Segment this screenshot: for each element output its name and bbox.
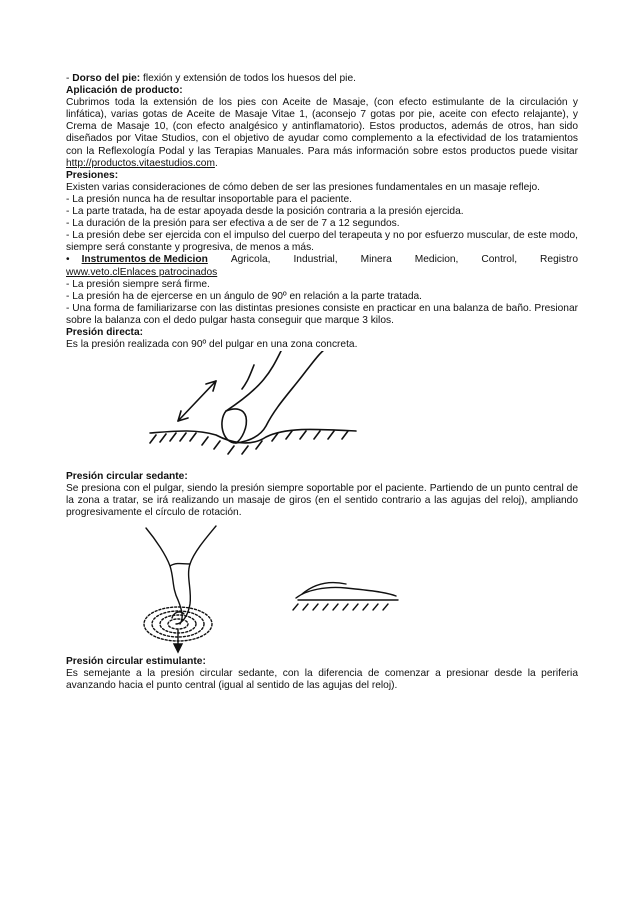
- ad-title-link[interactable]: Instrumentos de Medicion: [81, 254, 208, 266]
- estimulante-heading: Presión circular estimulante:: [66, 655, 206, 667]
- presiones-item: - La duración de la presión para ser efectiva a de ser de 7 a 12 segundos.: [66, 218, 400, 230]
- bullet-icon: •: [66, 254, 70, 266]
- presiones-item: - La presión nunca ha de resultar insoportable para el paciente.: [66, 193, 353, 205]
- ad-word: Agricola,: [230, 254, 271, 266]
- presiones2-item: - La presión ha de ejercerse en un ángulo de 90º en relación a la parte tratada.: [66, 290, 422, 302]
- ad-word: Minera: [360, 254, 392, 266]
- presiones2-item: - La presión siempre será firme.: [66, 278, 210, 290]
- aplicacion-text: Cubrimos toda la extensión de los pies con Aceite de Masaje, (con efecto estimulante de la circulación y linfática), varias gotas de Aceite de Masaje Vitae 1, (aconsejo 7 gotas por pie, aceite con efecto relajante), y Crema de Masaje 10, (con efecto analgésico y antinflamatorio). Estos productos, además de otros, han sido diseñados por Vitae Studios, con el objetivo de ayudar como complemento a la efectividad de los tratamientos con la Reflexología Podal y las Terapias Manuales. Para más información sobre estos productos puede visitar: [66, 97, 578, 157]
- ad-word: Control,: [481, 254, 518, 266]
- presiones-item: - La presión debe ser ejercida con el impulso del cuerpo del terapeuta y no por esfuerzo muscular, de este modo, siempre será constante y progresiva, de menos a más.: [66, 230, 578, 254]
- dorso-label: Dorso del pie:: [72, 73, 141, 84]
- dorso-text: flexión y extensión de todos los huesos del pie.: [140, 73, 356, 84]
- ad-line: [66, 254, 578, 266]
- sponsored-link[interactable]: Enlaces patrocinados: [119, 266, 218, 278]
- aplicacion-end: .: [214, 157, 218, 169]
- presiones2-item: - Una forma de familiarizarse con las distintas presiones consiste en practicar en una balanza de baño. Presionar sobre la balanza con el dedo pulgar hasta conseguir que marque 3 kilos.: [66, 302, 578, 326]
- document-page: [66, 73, 578, 692]
- aplicacion-heading: Aplicación de producto:: [66, 85, 183, 97]
- presiones-intro: Existen varias consideraciones de cómo deben de ser las presiones fundamentales en un masaje reflejo.: [66, 181, 540, 193]
- sedante-heading: Presión circular sedante:: [66, 471, 188, 483]
- presiones-heading: Presiones:: [66, 169, 119, 181]
- veto-link[interactable]: www.veto.cl: [66, 266, 120, 278]
- circular-massage-illustration: [66, 520, 578, 656]
- aplicacion-body: [66, 97, 578, 170]
- dorso-line: [66, 73, 578, 85]
- ad-word: Industrial,: [293, 254, 338, 266]
- ad-word: Registro: [540, 254, 578, 266]
- directa-heading: Presión directa:: [66, 326, 143, 338]
- direct-pressure-figure: [66, 351, 578, 471]
- productos-link[interactable]: http://productos.vitaestudios.com: [66, 157, 215, 169]
- presiones-item: - La parte tratada, ha de estar apoyada desde la posición contraria a la presión ejercida.: [66, 206, 464, 218]
- ad-word: Medicion,: [414, 254, 459, 266]
- sedante-body: Se presiona con el pulgar, siendo la presión siempre soportable por el paciente. Partiendo de un punto central de la zona a tratar, se irá realizando un masaje de giros (en el sentido contrario a las agujas del reloj), ampliando progresivamente el círculo de rotación.: [66, 483, 578, 519]
- circular-pressure-figure: [66, 520, 578, 656]
- directa-body: Es la presión realizada con 90º del pulgar en una zona concreta.: [66, 339, 358, 351]
- thumb-press-illustration: [66, 351, 578, 471]
- dorso-prefix: -: [66, 73, 73, 84]
- ad-links: [66, 267, 578, 279]
- estimulante-body: Es semejante a la presión circular sedante, con la diferencia de comenzar a presionar desde la periferia avanzando hacia el punto central (igual al sentido de las agujas del reloj).: [66, 667, 578, 691]
